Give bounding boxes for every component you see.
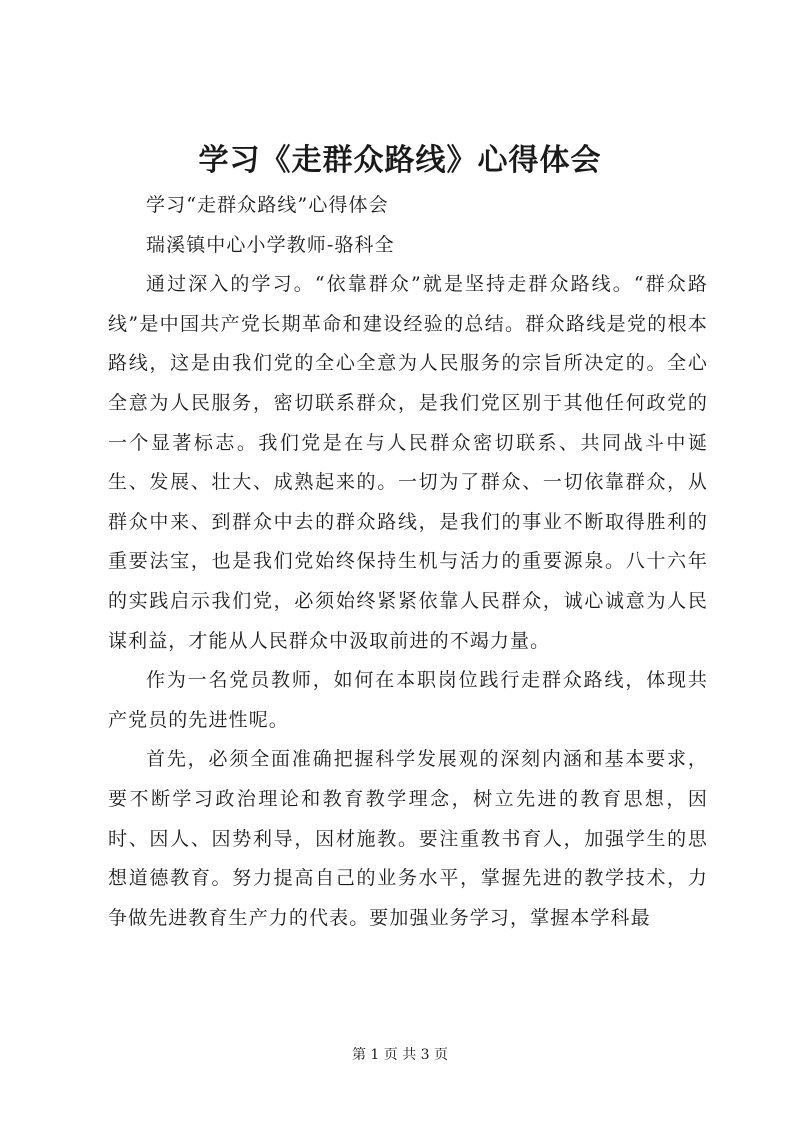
author-paragraph: 瑞溪镇中心小学教师-骆科全 xyxy=(146,233,395,256)
subtitle-paragraph: 学习“走群众路线”心得体会 xyxy=(146,194,389,216)
body-paragraph: 通过深入的学习。“依靠群众”就是坚持走群众路线。“群众路线”是中国共产党长期革命和建设经验的总结。群众路线是党的根本路线，这是由我们党的全心全意为人民服务的宗旨所决定的。全心全意为人民服务，密切联系群众，是我们党区别于其他任何政党的一个显著标志。我们党是在与人民群众密切联系、共同战斗中诞生、发展、壮大、成熟起来的。一切为了群众、一切依靠群众，从群众中来、到群众中去的群众路线，是我们的事业不断取得胜利的重要法宝，也是我们党始终保持生机与活力的重要源泉。八十六年的实践启示我们党，必须始终紧紧依靠人民群众，诚心诚意为人民谋利益，才能从人民群众中汲取前进的不竭力量。 xyxy=(108,273,708,652)
document-title: 学习《走群众路线》心得体会 xyxy=(198,143,602,178)
page-number-footer: 第 1 页 共 3 页 xyxy=(351,1047,449,1063)
body-paragraph: 首先，必须全面准确把握科学发展观的深刻内涵和基本要求，要不断学习政治理论和教育教学理念，树立先进的教育思想，因时、因人、因势利导，因材施教。要注重教书育人，加强学生的思想道德教育。努力提高自己的业务水平，掌握先进的教学技术，力争做先进教育生产力的代表。要加强业务学习，掌握本学科最 xyxy=(108,748,708,929)
document-body xyxy=(108,186,708,938)
body-paragraph: 作为一名党员教师，如何在本职岗位践行走群众路线，体现共产党员的先进性呢。 xyxy=(108,669,708,731)
